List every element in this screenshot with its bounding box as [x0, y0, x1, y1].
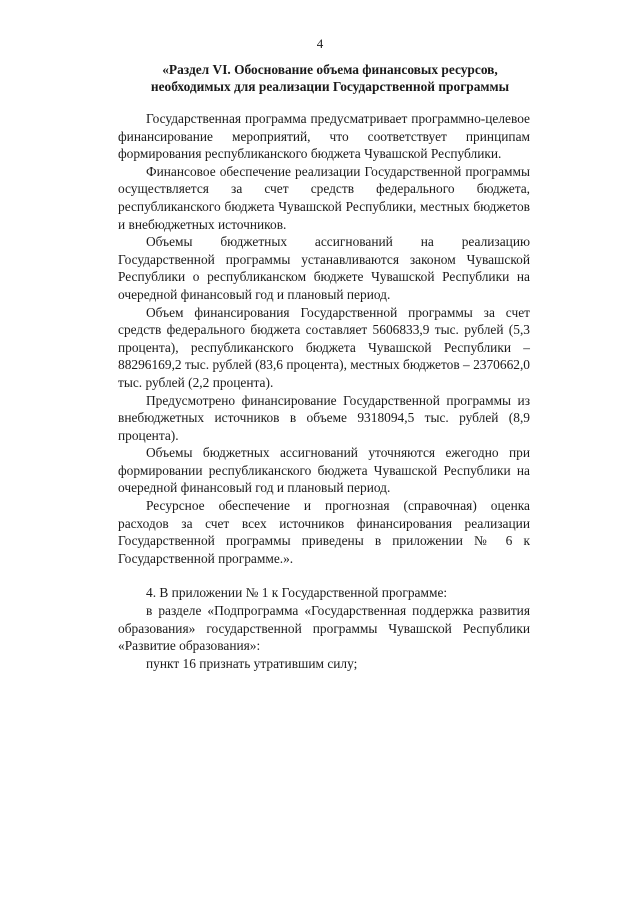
- paragraph-program-financing: Государственная программа предусматривает программно-целевое финансирование мероприятий, что соответствует принципам формирования республиканского бюджета Чувашской Республики.: [118, 111, 530, 162]
- paragraph-annual-update: Объемы бюджетных ассигнований уточняются ежегодно при формировании республиканского бюджета Чувашской Республики на очередной финансовый год и плановый период.: [118, 445, 530, 496]
- body-text: [118, 110, 530, 672]
- paragraph-budget-allocations: Объемы бюджетных ассигнований на реализацию Государственной программы устанавливаются законом Чувашской Республики о республиканском бюджете Чувашской Республики на очередной финансовый год и плановый период.: [118, 234, 530, 302]
- paragraph-subprogram-section: в разделе «Подпрограмма «Государственная поддержка развития образования» государственной программы Чувашской Республики «Развитие образования»:: [118, 603, 530, 654]
- paragraph-appendix-1: 4. В приложении № 1 к Государственной программе:: [146, 585, 448, 601]
- paragraph-extrabudgetary: Предусмотрено финансирование Государственной программы из внебюджетных источников в объеме 9318094,5 тыс. рублей (8,9 процента).: [118, 392, 530, 443]
- section-title-line-2: необходимых для реализации Государственной программы: [150, 79, 510, 94]
- paragraph-item-16: пункт 16 признать утратившим силу;: [146, 655, 358, 671]
- page-number: 4: [316, 36, 324, 51]
- paragraph-resource-support: Ресурсное обеспечение и прогнозная (справочная) оценка расходов за счет всех источников финансирования реализации Государственной программы приведены в приложении № 6 к Государственной программе.».: [118, 498, 530, 566]
- section-title: [110, 61, 550, 95]
- paragraph-financing-volume: Объем финансирования Государственной программы за счет средств федерального бюджета составляет 5606833,9 тыс. рублей (5,3 процента), республиканского бюджета Чувашской Республики – 88296169,2 тыс. рублей (83,6 процента), местных бюджетов – 2370662,0 тыс. рублей (2,2 процента).: [118, 304, 530, 390]
- paragraph-financial-support: Финансовое обеспечение реализации Государственной программы осуществляется за счет средств федерального бюджета, республиканского бюджета Чувашской Республики, местных бюджетов и внебюджетных источников.: [118, 163, 530, 232]
- section-title-line-1: «Раздел VI. Обоснование объема финансовых ресурсов,: [162, 62, 498, 77]
